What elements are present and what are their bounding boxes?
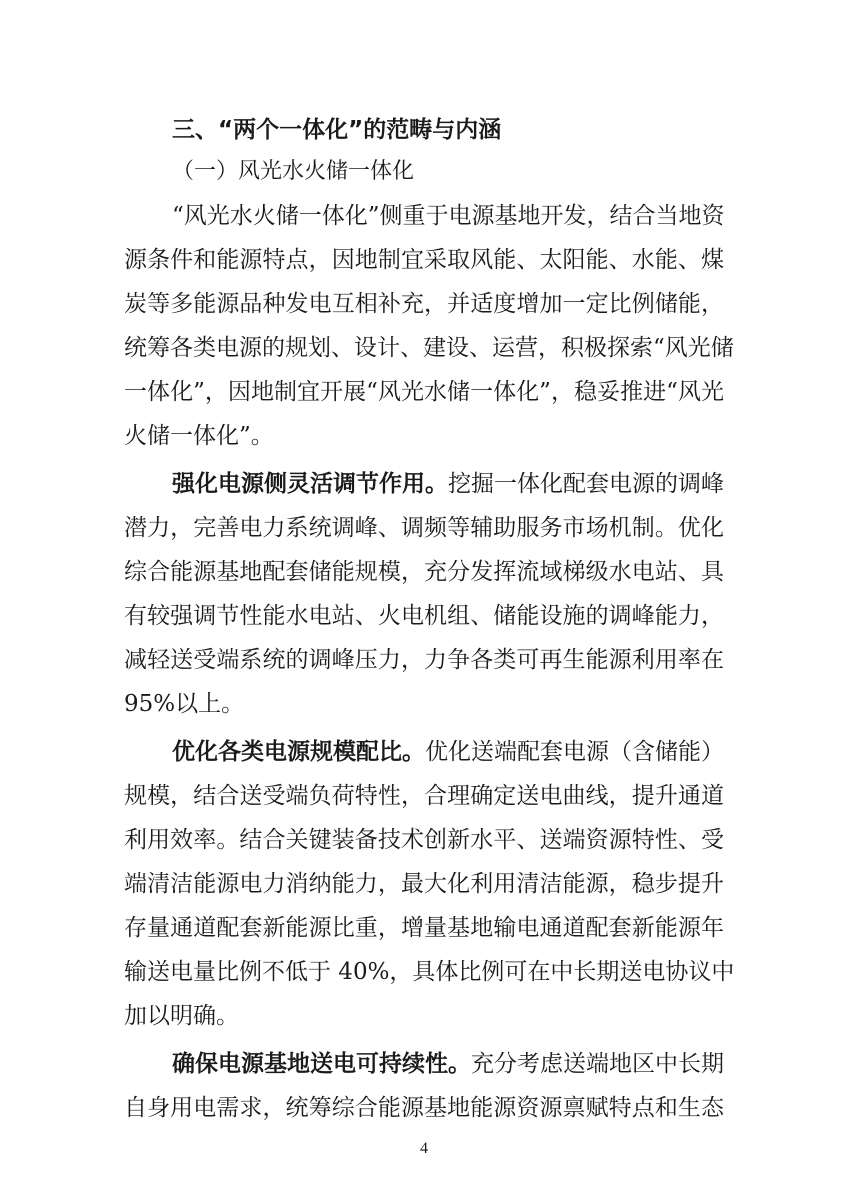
section-heading: 三、“两个一体化”的范畴与内涵 xyxy=(172,117,502,143)
paragraph-4-lead: 确保电源基地送电可持续性。 xyxy=(172,1051,471,1077)
paragraph-2-line-1 xyxy=(172,464,724,504)
paragraph-2-lead: 强化电源侧灵活调节作用。 xyxy=(172,471,448,497)
paragraph-3-line-4: 端清洁能源电力消纳能力，最大化利用清洁能源，稳步提升 xyxy=(124,871,724,897)
paragraph-4-line-1-text: 充分考虑送端地区中长期 xyxy=(471,1051,724,1077)
paragraph-1-line-3: 炭等多能源品种发电互相补充，并适度增加一定比例储能， xyxy=(124,291,724,317)
page-number: 4 xyxy=(420,1140,428,1157)
paragraph-2-line-2: 潜力，完善电力系统调峰、调频等辅助服务市场机制。优化 xyxy=(124,515,724,541)
paragraph-3-line-1 xyxy=(172,732,724,772)
paragraph-1-line-2: 源条件和能源特点，因地制宜采取风能、太阳能、水能、煤 xyxy=(124,247,724,273)
paragraph-1-line-4: 统筹各类电源的规划、设计、建设、运营，积极探索“风光储 xyxy=(124,335,734,361)
paragraph-3-lead: 优化各类电源规模配比。 xyxy=(172,739,425,765)
paragraph-3-line-3: 利用效率。结合关键装备技术创新水平、送端资源特性、受 xyxy=(124,827,724,853)
paragraph-3-line-1-text: 优化送端配套电源（含储能） xyxy=(425,739,724,765)
paragraph-2-line-3: 综合能源基地配套储能规模，充分发挥流域梯级水电站、具 xyxy=(124,559,724,585)
paragraph-4-line-1 xyxy=(172,1044,724,1084)
paragraph-4-line-2: 自身用电需求，统筹综合能源基地能源资源禀赋特点和生态 xyxy=(124,1095,724,1121)
paragraph-1-line-1: “风光水火储一体化”侧重于电源基地开发，结合当地资 xyxy=(172,203,725,229)
paragraph-3-line-2: 规模，结合送受端负荷特性，合理确定送电曲线，提升通道 xyxy=(124,783,724,809)
paragraph-2-line-5: 减轻送受端系统的调峰压力，力争各类可再生能源利用率在 xyxy=(124,647,724,673)
paragraph-3-line-7: 加以明确。 xyxy=(124,1003,239,1029)
paragraph-2-line-1-text: 挖掘一体化配套电源的调峰 xyxy=(448,471,724,497)
paragraph-2-line-4: 有较强调节性能水电站、火电机组、储能设施的调峰能力， xyxy=(124,603,724,629)
subsection-heading: （一）风光水火储一体化 xyxy=(172,159,415,184)
paragraph-3-line-5: 存量通道配套新能源比重，增量基地输电通道配套新能源年 xyxy=(124,915,724,941)
paragraph-1-line-5: 一体化”，因地制宜开展“风光水储一体化”，稳妥推进“风光 xyxy=(124,379,724,405)
paragraph-3-line-6: 输送电量比例不低于 40%，具体比例可在中长期送电协议中 xyxy=(124,959,735,985)
paragraph-2-line-6: 95%以上。 xyxy=(124,691,245,717)
paragraph-1-line-6: 火储一体化”。 xyxy=(124,423,274,449)
